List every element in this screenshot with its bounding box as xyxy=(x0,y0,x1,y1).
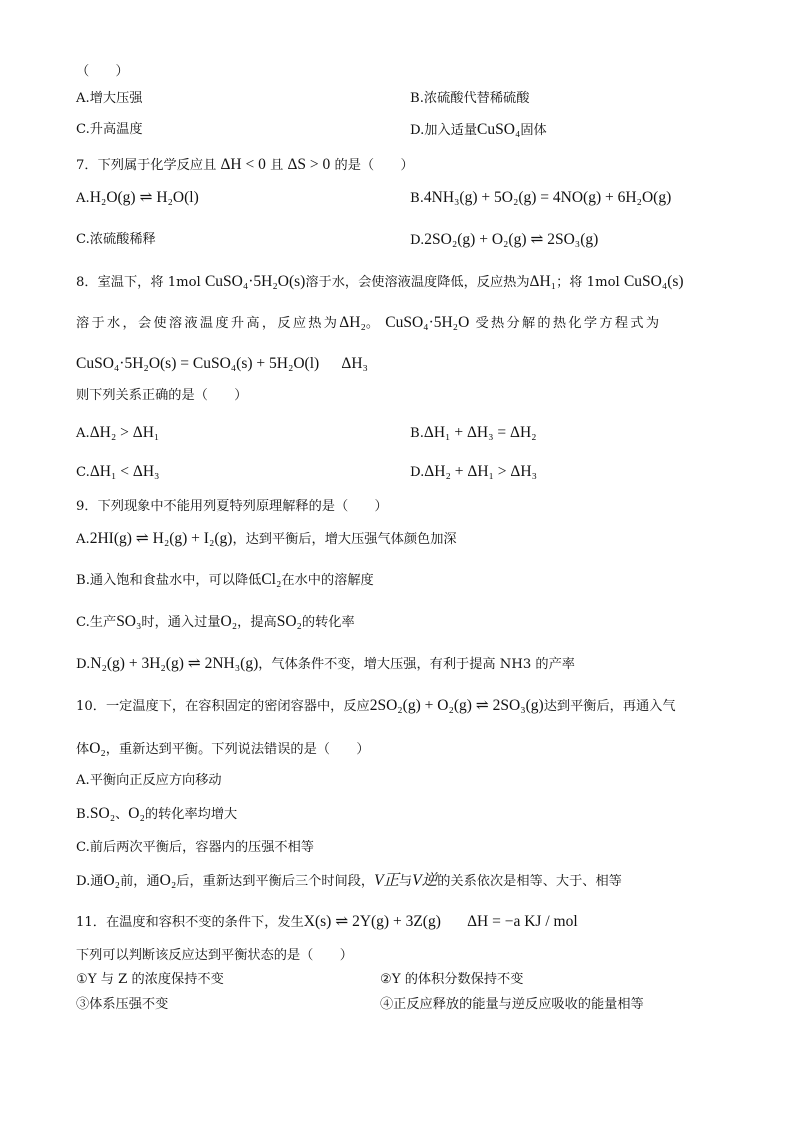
q8-line1-formula2: CuSO₄(s) xyxy=(623,273,684,290)
q7-option-d-label: D. xyxy=(410,233,425,248)
q8-line2-pre: 溶于水，会使溶液温度升高，反应热为 xyxy=(76,316,340,331)
q10-line1-post: 达到平衡后，再通入气 xyxy=(543,699,676,714)
q10-option-b xyxy=(76,804,237,825)
q7-option-c: C.浓硫酸稀释 xyxy=(76,232,156,247)
q7-stem-post: 的是（ ） xyxy=(334,158,414,173)
q10-option-d-o2-a: O₂ xyxy=(103,872,121,889)
q8-option-c xyxy=(76,462,159,483)
q7-option-d xyxy=(410,230,598,251)
q10-line1-pre: 10．一定温度下，在容积固定的密闭容器中，反应 xyxy=(76,699,370,714)
q9-option-b-formula: Cl₂ xyxy=(261,571,282,588)
q10-option-d-v-reverse: V逆 xyxy=(412,872,438,889)
q9-option-c-so3: SO₃ xyxy=(116,613,142,630)
q11-item-2: ②Y 的体积分数保持不变 xyxy=(380,972,524,987)
q9-option-a xyxy=(76,529,457,550)
q8-option-a xyxy=(76,423,159,444)
q10-line1 xyxy=(76,696,676,717)
q6-option-b: B.浓硫酸代替稀硫酸 xyxy=(410,91,530,106)
q10-option-d-post: 的关系依次是相等、大于、相等 xyxy=(437,874,622,889)
q7-option-b-label: B. xyxy=(410,191,424,206)
q10-option-b-post: 的转化率均增大 xyxy=(144,807,238,822)
q7-option-b-formula: 4NH₃(g) + 5O₂(g) = 4NO(g) + 6H₂O(g) xyxy=(423,189,672,206)
q10-option-a: A.平衡向正反应方向移动 xyxy=(76,773,222,788)
q6-option-d-formula: CuSO₄ xyxy=(477,121,521,138)
q11-ask: 下列可以判断该反应达到平衡状态的是（ ） xyxy=(76,948,353,963)
q8-line1 xyxy=(76,272,684,293)
q9-stem: 9．下列现象中不能用列夏特列原理解释的是（ ） xyxy=(76,499,388,514)
q9-option-c-so2: SO₂ xyxy=(276,613,302,630)
q9-option-b-post: 在水中的溶解度 xyxy=(281,573,374,588)
q9-option-a-formula: 2HI(g) ⇌ H₂(g) + I₂(g) xyxy=(89,530,233,547)
q9-option-c xyxy=(76,612,355,633)
q8-option-d-formula: ΔH₂ + ΔH₁ > ΔH₃ xyxy=(424,463,537,480)
q11-formula: X(s) ⇌ 2Y(g) + 3Z(g) xyxy=(303,913,441,930)
q7-cond2: ΔS > 0 xyxy=(287,156,331,173)
q9-option-c-mid: 时，通入过量 xyxy=(141,615,221,630)
q10-option-d-and: 与 xyxy=(399,874,413,889)
q9-option-d-text: ，气体条件不变，增大压强，有利于提高 NH3 的产率 xyxy=(258,657,575,672)
q10-option-d-pre: D.通 xyxy=(76,874,104,889)
q10-option-b-mid: 、 xyxy=(115,807,129,822)
q10-option-d-v-forward: V正 xyxy=(374,872,400,889)
q7-option-b xyxy=(410,188,671,209)
q10-option-d-mid2: 后，重新达到平衡后三个时间段， xyxy=(176,874,375,889)
q8-option-a-formula: ΔH₂ > ΔH₁ xyxy=(89,424,160,441)
q7-option-a xyxy=(76,188,199,209)
q7-stem xyxy=(76,155,414,176)
q9-option-d xyxy=(76,654,575,675)
q8-line1-dh1: ΔH₁ xyxy=(529,273,557,290)
q10-option-b-so2: SO₂ xyxy=(89,805,116,822)
q7-option-d-formula: 2SO₂(g) + O₂(g) ⇌ 2SO₃(g) xyxy=(424,231,599,248)
q8-ask: 则下列关系正确的是（ ） xyxy=(76,388,248,403)
q8-line1-formula1: CuSO₄·5H₂O(s) xyxy=(204,273,306,290)
q8-option-c-label: C. xyxy=(76,465,90,480)
q8-line1-mid: 溶于水，会使溶液温度降低，反应热为 xyxy=(305,275,530,290)
q10-option-d-mid: 前，通 xyxy=(120,874,160,889)
q7-stem-pre: 7．下列属于化学反应且 xyxy=(76,158,217,173)
q11-delta-h: ΔH = −a KJ / mol xyxy=(467,913,578,930)
q6-paren: （ ） xyxy=(76,64,129,79)
q10-line2-o2: O₂ xyxy=(89,740,106,757)
q6-option-d xyxy=(410,120,547,141)
q9-option-d-formula: N₂(g) + 3H₂(g) ⇌ 2NH₃(g) xyxy=(90,655,259,672)
q10-option-c: C.前后两次平衡后，容器内的压强不相等 xyxy=(76,840,314,855)
q10-line2-pre: 体 xyxy=(76,742,90,757)
q7-option-a-label: A. xyxy=(76,191,90,206)
q8-line2-dh2: ΔH₂ xyxy=(339,314,366,331)
q6-option-d-text: D.加入适量 xyxy=(410,123,478,138)
q6-option-d-tail: 固体 xyxy=(520,123,547,138)
q8-option-b-label: B. xyxy=(410,426,424,441)
q8-option-d xyxy=(410,462,537,483)
q7-option-a-formula: H₂O(g) ⇌ H₂O(l) xyxy=(89,189,199,206)
q8-line1-mid2: ；将 1mol xyxy=(556,275,620,290)
q10-option-b-pre: B. xyxy=(76,807,90,822)
q9-option-c-mid2: ，提高 xyxy=(237,615,277,630)
q9-option-d-label: D. xyxy=(76,657,91,672)
q10-option-d xyxy=(76,871,622,892)
q8-line3 xyxy=(76,354,368,375)
q8-option-a-label: A. xyxy=(76,426,90,441)
q9-option-b xyxy=(76,570,374,591)
q11-item-4: ④正反应释放的能量与逆反应吸收的能量相等 xyxy=(380,997,644,1012)
q8-line3-dh3: ΔH₃ xyxy=(341,355,368,372)
q10-line2 xyxy=(76,739,370,760)
q6-option-c: C.升高温度 xyxy=(76,122,143,137)
q9-option-c-pre: C.生产 xyxy=(76,615,117,630)
q9-option-c-post: 的转化率 xyxy=(301,615,355,630)
q11-item-3: ③体系压强不变 xyxy=(76,997,169,1012)
q8-line2 xyxy=(76,313,661,334)
q10-option-d-o2-b: O₂ xyxy=(159,872,177,889)
q10-option-b-o2: O₂ xyxy=(128,805,145,822)
q10-line2-post: ，重新达到平衡。下列说法错误的是（ ） xyxy=(105,742,370,757)
q6-option-a: A.增大压强 xyxy=(76,91,143,106)
q8-line2-formula: CuSO₄·5H₂O xyxy=(385,314,470,331)
q11-item-1: ①Y 与 Z 的浓度保持不变 xyxy=(76,972,224,987)
q8-option-d-label: D. xyxy=(410,465,425,480)
q8-option-c-formula: ΔH₁ < ΔH₃ xyxy=(89,463,160,480)
q11-stem xyxy=(76,912,578,933)
q8-option-b xyxy=(410,423,537,444)
q9-option-c-o2: O₂ xyxy=(220,613,238,630)
q9-option-a-label: A. xyxy=(76,532,90,547)
q8-line2-dot: 。 xyxy=(365,316,380,331)
q11-stem-pre: 11．在温度和容积不变的条件下，发生 xyxy=(76,915,304,930)
q8-option-b-formula: ΔH₁ + ΔH₃ = ΔH₂ xyxy=(423,424,537,441)
q10-line1-formula: 2SO₂(g) + O₂(g) ⇌ 2SO₃(g) xyxy=(369,697,544,714)
q7-cond1: ΔH < 0 xyxy=(220,156,266,173)
q9-option-a-text: ，达到平衡后，增大压强气体颜色加深 xyxy=(232,532,457,547)
q9-option-b-pre: B.通入饱和食盐水中，可以降低 xyxy=(76,573,262,588)
q7-stem-mid: 且 xyxy=(270,158,284,173)
q8-line3-formula: CuSO₄·5H₂O(s) = CuSO₄(s) + 5H₂O(l) xyxy=(76,355,320,372)
q8-line1-pre: 8．室温下，将 1mol xyxy=(76,275,201,290)
q8-line2-post: 受热分解的热化学方程式为 xyxy=(475,316,662,331)
